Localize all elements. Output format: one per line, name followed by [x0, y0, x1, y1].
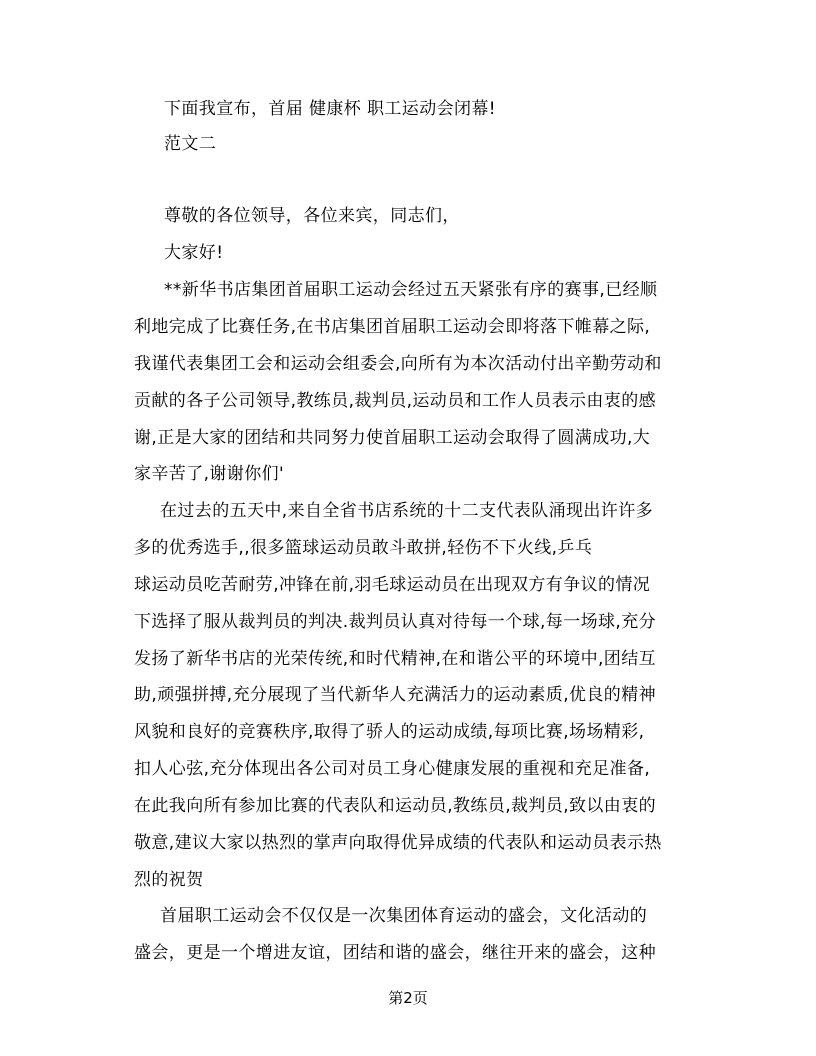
paragraph-line: 谢,正是大家的团结和共同努力使首届职工运动会取得了圆满成功,大 [134, 428, 651, 448]
paragraph-line: 敬意,建议大家以热烈的掌声向取得优异成绩的代表队和运动员表示热 [134, 833, 662, 853]
paragraph-line: 在此我向所有参加比赛的代表队和运动员,教练员,裁判员,致以由衷的 [134, 796, 657, 816]
paragraph-line: 盛会，更是一个增进友谊，团结和谐的盛会，继往开来的盛会，这种 [134, 943, 656, 963]
paragraph-line: 助,顽强拼搏,充分展现了当代新华人充满活力的运动素质,优良的精神 [134, 685, 657, 705]
greeting: 大家好! [164, 243, 224, 263]
paragraph-line: 球运动员吃苦耐劳,冲锋在前,羽毛球运动员在出现双方有争议的情况 [134, 575, 651, 595]
paragraph-line: 在过去的五天中,来自全省书店系统的十二支代表队涌现出许许多 [160, 501, 654, 521]
paragraph-line: 扣人心弦,充分体现出各公司对员工身心健康发展的重视和充足准备, [134, 759, 651, 779]
paragraph-line: 首届职工运动会不仅仅是一次集团体育运动的盛会，文化活动的 [160, 906, 648, 926]
paragraph-line: 多的优秀选手,,很多篮球运动员敢斗敢拼,轻伤不下火线,乒乓 [134, 538, 593, 558]
salutation: 尊敬的各位领导，各位来宾，同志们， [164, 206, 460, 226]
paragraph-line: 贡献的各子公司领导,教练员,裁判员,运动员和工作人员表示由衷的感 [134, 391, 657, 411]
paragraph-line: 下选择了服从裁判员的判决.裁判员认真对待每一个球,每一场球,充分 [134, 612, 657, 632]
paragraph-line: 我谨代表集团工会和运动会组委会,向所有为本次活动付出辛勤劳动和 [134, 354, 662, 374]
page-number: 第2页 [388, 989, 428, 1007]
paragraph-line: 发扬了新华书店的光荣传统,和时代精神,在和谐公平的环境中,团结互 [134, 649, 657, 669]
section-heading: 范文二 [164, 134, 217, 154]
paragraph-line: 利地完成了比赛任务,在书店集团首届职工运动会即将落下帷幕之际, [134, 317, 651, 337]
paragraph-line: **新华书店集团首届职工运动会经过五天紧张有序的赛事,已经顺 [164, 280, 658, 300]
paragraph-line: 烈的祝贺 [134, 870, 204, 890]
paragraph-line: 风貌和良好的竞赛秩序,取得了骄人的运动成绩,每项比赛,场场精彩, [134, 722, 645, 742]
paragraph-line: 家辛苦了,谢谢你们' [134, 464, 285, 484]
closing-declaration: 下面我宣布，首届 健康杯 职工运动会闭幕! [164, 99, 497, 119]
